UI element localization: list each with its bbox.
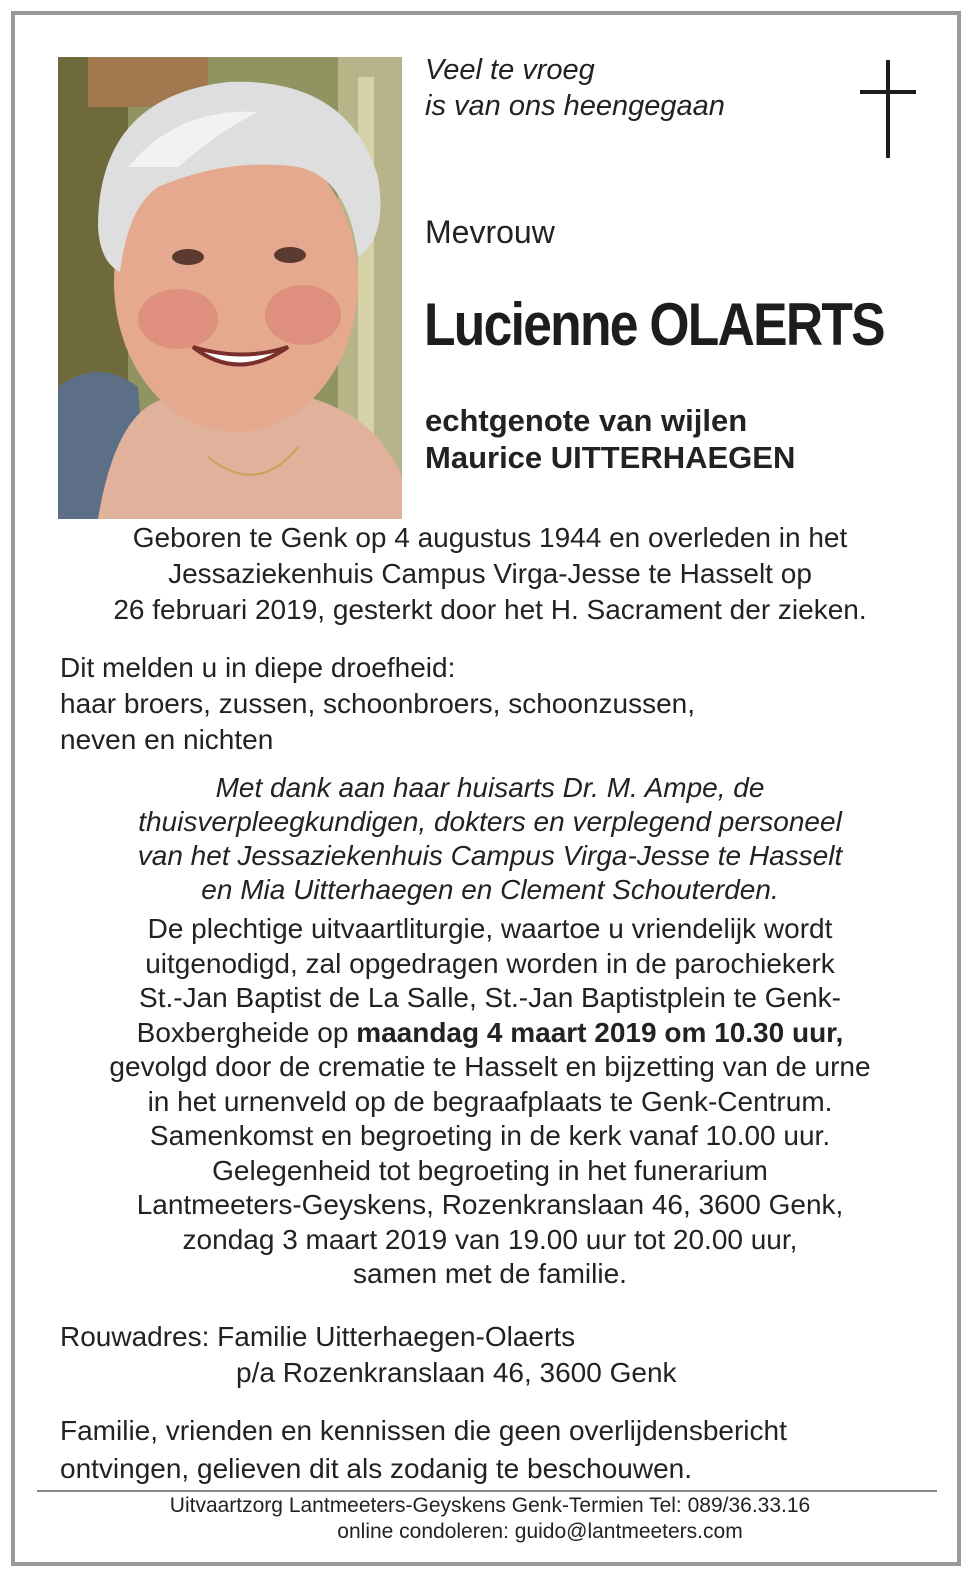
funeral-details: [30, 912, 950, 1292]
mourners-line: haar broers, zussen, schoonbroers, schoonzussen,: [60, 688, 696, 719]
footer-divider: [37, 1490, 937, 1492]
footer-condolence-email: online condoleren: guido@lantmeeters.com: [337, 1520, 743, 1543]
portrait-photo: [58, 57, 402, 519]
born-line: 26 februari 2019, gesterkt door het H. Sacrament der zieken.: [113, 594, 867, 625]
born-line: Geboren te Genk op 4 augustus 1944 en overleden in het: [132, 522, 848, 553]
cross-icon: [860, 60, 916, 158]
mourning-address: [60, 1319, 677, 1391]
thanks-line: van het Jessaziekenhuis Campus Virga-Jesse te Hasselt: [137, 840, 843, 871]
intro-text: [425, 52, 725, 124]
funeral-line: Gelegenheid tot begroeting in het funerarium: [212, 1154, 768, 1186]
mourners-line: neven en nichten: [60, 724, 274, 755]
thanks-line: en Mia Uitterhaegen en Clement Schouterden.: [201, 874, 779, 905]
funeral-line: gevolgd door de crematie te Hasselt en bijzetting van de urne: [109, 1051, 871, 1082]
funeral-location-text: Boxbergheide op: [136, 1016, 357, 1048]
footer-funeral-home: Uitvaartzorg Lantmeeters-Geyskens Genk-Termien Tel: 089/36.33.16: [169, 1494, 811, 1517]
funeral-line: in het urnenveld op de begraafplaats te Genk-Centrum.: [147, 1085, 833, 1117]
spouse-line-2: Maurice UITTERHAEGEN: [425, 440, 796, 475]
intro-line-2: is van ons heengegaan: [425, 90, 725, 122]
funeral-line: St.-Jan Baptist de La Salle, St.-Jan Baptistplein te Genk-: [139, 982, 841, 1013]
rouwadres-line-1: Rouwadres: Familie Uitterhaegen-Olaerts: [60, 1321, 576, 1352]
intro-line-1: Veel te vroeg: [425, 54, 595, 86]
mourners-line: Dit melden u in diepe droefheid:: [60, 652, 456, 683]
funeral-date-time: maandag 4 maart 2019 om 10.30 uur,: [356, 1016, 844, 1048]
portrait-image: [58, 57, 402, 519]
funeral-line: Samenkomst en begroeting in de kerk vanaf 10.00 uur.: [149, 1120, 831, 1151]
spouse-line-1: echtgenote van wijlen: [425, 403, 748, 438]
born-line: Jessaziekenhuis Campus Virga-Jesse te Hasselt op: [168, 558, 812, 589]
funeral-line: Lantmeeters-Geyskens, Rozenkranslaan 46, 3600 Genk,: [136, 1189, 844, 1220]
spouse-info: [425, 402, 795, 476]
notice-line: Familie, vrienden en kennissen die geen overlijdensbericht: [60, 1415, 787, 1446]
notice-line: ontvingen, gelieven dit als zodanig te beschouwen.: [60, 1453, 692, 1484]
funeral-line: uitgenodigd, zal opgedragen worden in de parochiekerk: [145, 947, 835, 979]
deceased-name: Lucienne OLAERTS: [424, 291, 884, 358]
funeral-line: De plechtige uitvaartliturgie, waartoe u vriendelijk wordt: [147, 913, 833, 944]
funeral-line: zondag 3 maart 2019 van 19.00 uur tot 20.00 uur,: [182, 1223, 798, 1255]
title-prefix: Mevrouw: [425, 214, 555, 250]
thanks-line: Met dank aan haar huisarts Dr. M. Ampe, de: [215, 772, 765, 803]
notice-block: [60, 1412, 787, 1488]
thanks-block: [30, 771, 950, 907]
rouwadres-line-2: p/a Rozenkranslaan 46, 3600 Genk: [236, 1357, 677, 1388]
thanks-line: thuisverpleegkundigen, dokters en verplegend personeel: [138, 806, 842, 837]
funeral-line: samen met de familie.: [353, 1258, 627, 1289]
mourners-block: [60, 650, 695, 758]
birth-death-info: [30, 520, 950, 628]
funeral-line-date: [30, 1016, 950, 1051]
